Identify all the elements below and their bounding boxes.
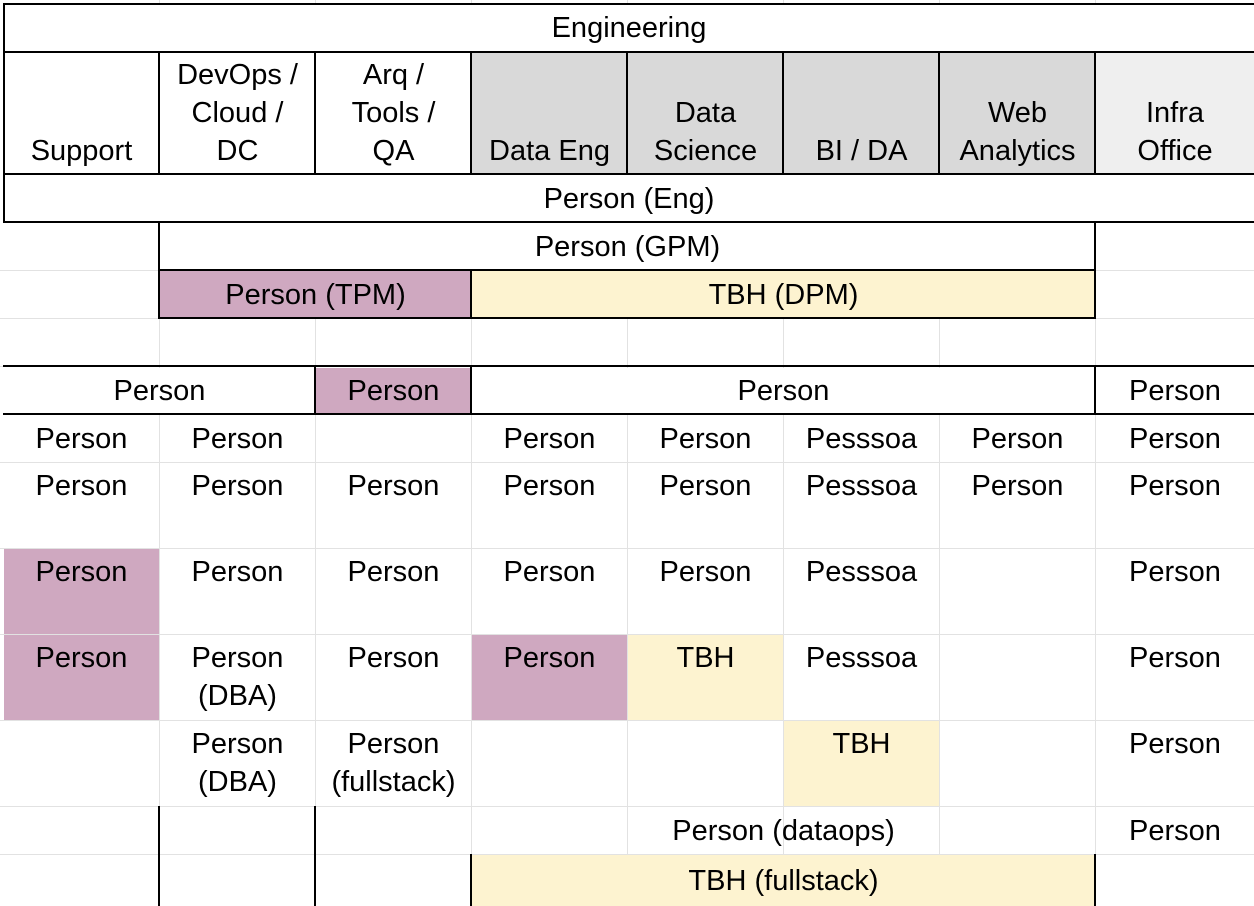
member-cell: Person	[191, 470, 284, 502]
column-header-data-eng	[472, 52, 627, 174]
fullstack-tbh-cell: TBH (fullstack)	[472, 855, 1095, 906]
column-header-devops	[160, 52, 315, 174]
column-line: DevOps /	[177, 59, 298, 91]
member-cell: Person	[503, 423, 596, 455]
member-cell: Person	[1129, 728, 1221, 760]
lead-data: Person	[472, 368, 1095, 414]
tpm-cell: Person (TPM)	[160, 271, 471, 318]
column-header-arq	[316, 52, 471, 174]
column-line: Web	[987, 97, 1048, 129]
member-cell: Person	[659, 556, 752, 588]
member-cell-text: Person (DBA)	[191, 728, 284, 798]
member-cell: Person	[503, 556, 596, 588]
column-line: Support	[30, 135, 133, 167]
member-cell: Person	[35, 470, 128, 502]
member-cell: Person	[503, 470, 596, 502]
column-line: Arq /	[362, 59, 425, 91]
column-line: BI / DA	[815, 135, 908, 167]
member-cell	[940, 721, 1095, 806]
member-cell: Person	[971, 423, 1064, 455]
lead-infra: Person	[1096, 368, 1254, 414]
dataops-cell: Person (dataops)	[672, 814, 895, 847]
member-cell: Person	[4, 635, 159, 720]
member-cell: Person	[347, 470, 440, 502]
member-cell	[316, 416, 471, 462]
member-cell: TBH	[784, 721, 939, 806]
lead-arq: Person	[316, 368, 471, 414]
column-line: Data Eng	[489, 135, 610, 167]
member-cell: Person	[472, 635, 627, 720]
member-cell-text: Person (fullstack)	[331, 728, 456, 798]
member-cell: Person	[1129, 556, 1221, 588]
member-cell: Pesssoa	[805, 642, 918, 674]
member-cell-text: Person (DBA)	[191, 642, 284, 712]
member-cell	[4, 721, 159, 806]
member-cell: Person	[191, 556, 284, 588]
eng-lead-cell: Person (Eng)	[4, 175, 1254, 222]
member-cell: Person	[347, 642, 440, 674]
lead-support-devops: Person	[4, 368, 315, 414]
column-line: QA	[372, 135, 415, 167]
member-cell: Pesssoa	[805, 423, 918, 455]
column-header-data-science	[628, 52, 783, 174]
member-cell	[160, 721, 315, 806]
column-header-infra-office	[1096, 52, 1254, 174]
member-cell: TBH	[628, 635, 783, 720]
column-line: DC	[216, 135, 259, 167]
column-line: Office	[1137, 135, 1213, 167]
member-cell: Person	[971, 470, 1064, 502]
column-line: Science	[653, 135, 758, 167]
column-line: Cloud /	[191, 97, 284, 129]
member-cell	[316, 721, 471, 806]
member-cell: Person	[1129, 642, 1221, 674]
column-header-bi-da	[784, 52, 939, 174]
column-line: Infra	[1145, 97, 1205, 129]
member-cell: Person	[191, 423, 284, 455]
column-line: Analytics	[959, 135, 1076, 167]
member-cell: Person	[4, 549, 159, 634]
member-cell	[940, 549, 1095, 634]
dataops-infra-cell: Person	[1129, 814, 1221, 847]
member-cell: Person	[659, 470, 752, 502]
member-cell	[472, 721, 627, 806]
member-cell: Person	[1129, 423, 1221, 455]
member-cell	[628, 721, 783, 806]
engineering-title: Engineering	[4, 4, 1254, 52]
member-cell: Person	[1129, 470, 1221, 502]
column-line: Tools /	[351, 97, 436, 129]
member-cell: Pesssoa	[805, 470, 918, 502]
column-header-support	[4, 52, 159, 174]
member-cell	[940, 635, 1095, 720]
column-header-web-analytics	[940, 52, 1095, 174]
column-line: Data	[674, 97, 737, 129]
member-cell: Pesssoa	[805, 556, 918, 588]
member-cell: Person	[35, 423, 128, 455]
member-cell: Person	[659, 423, 752, 455]
dpm-cell: TBH (DPM)	[472, 271, 1095, 318]
member-cell: Person	[347, 556, 440, 588]
gpm-cell: Person (GPM)	[160, 223, 1095, 270]
member-cell	[160, 635, 315, 720]
